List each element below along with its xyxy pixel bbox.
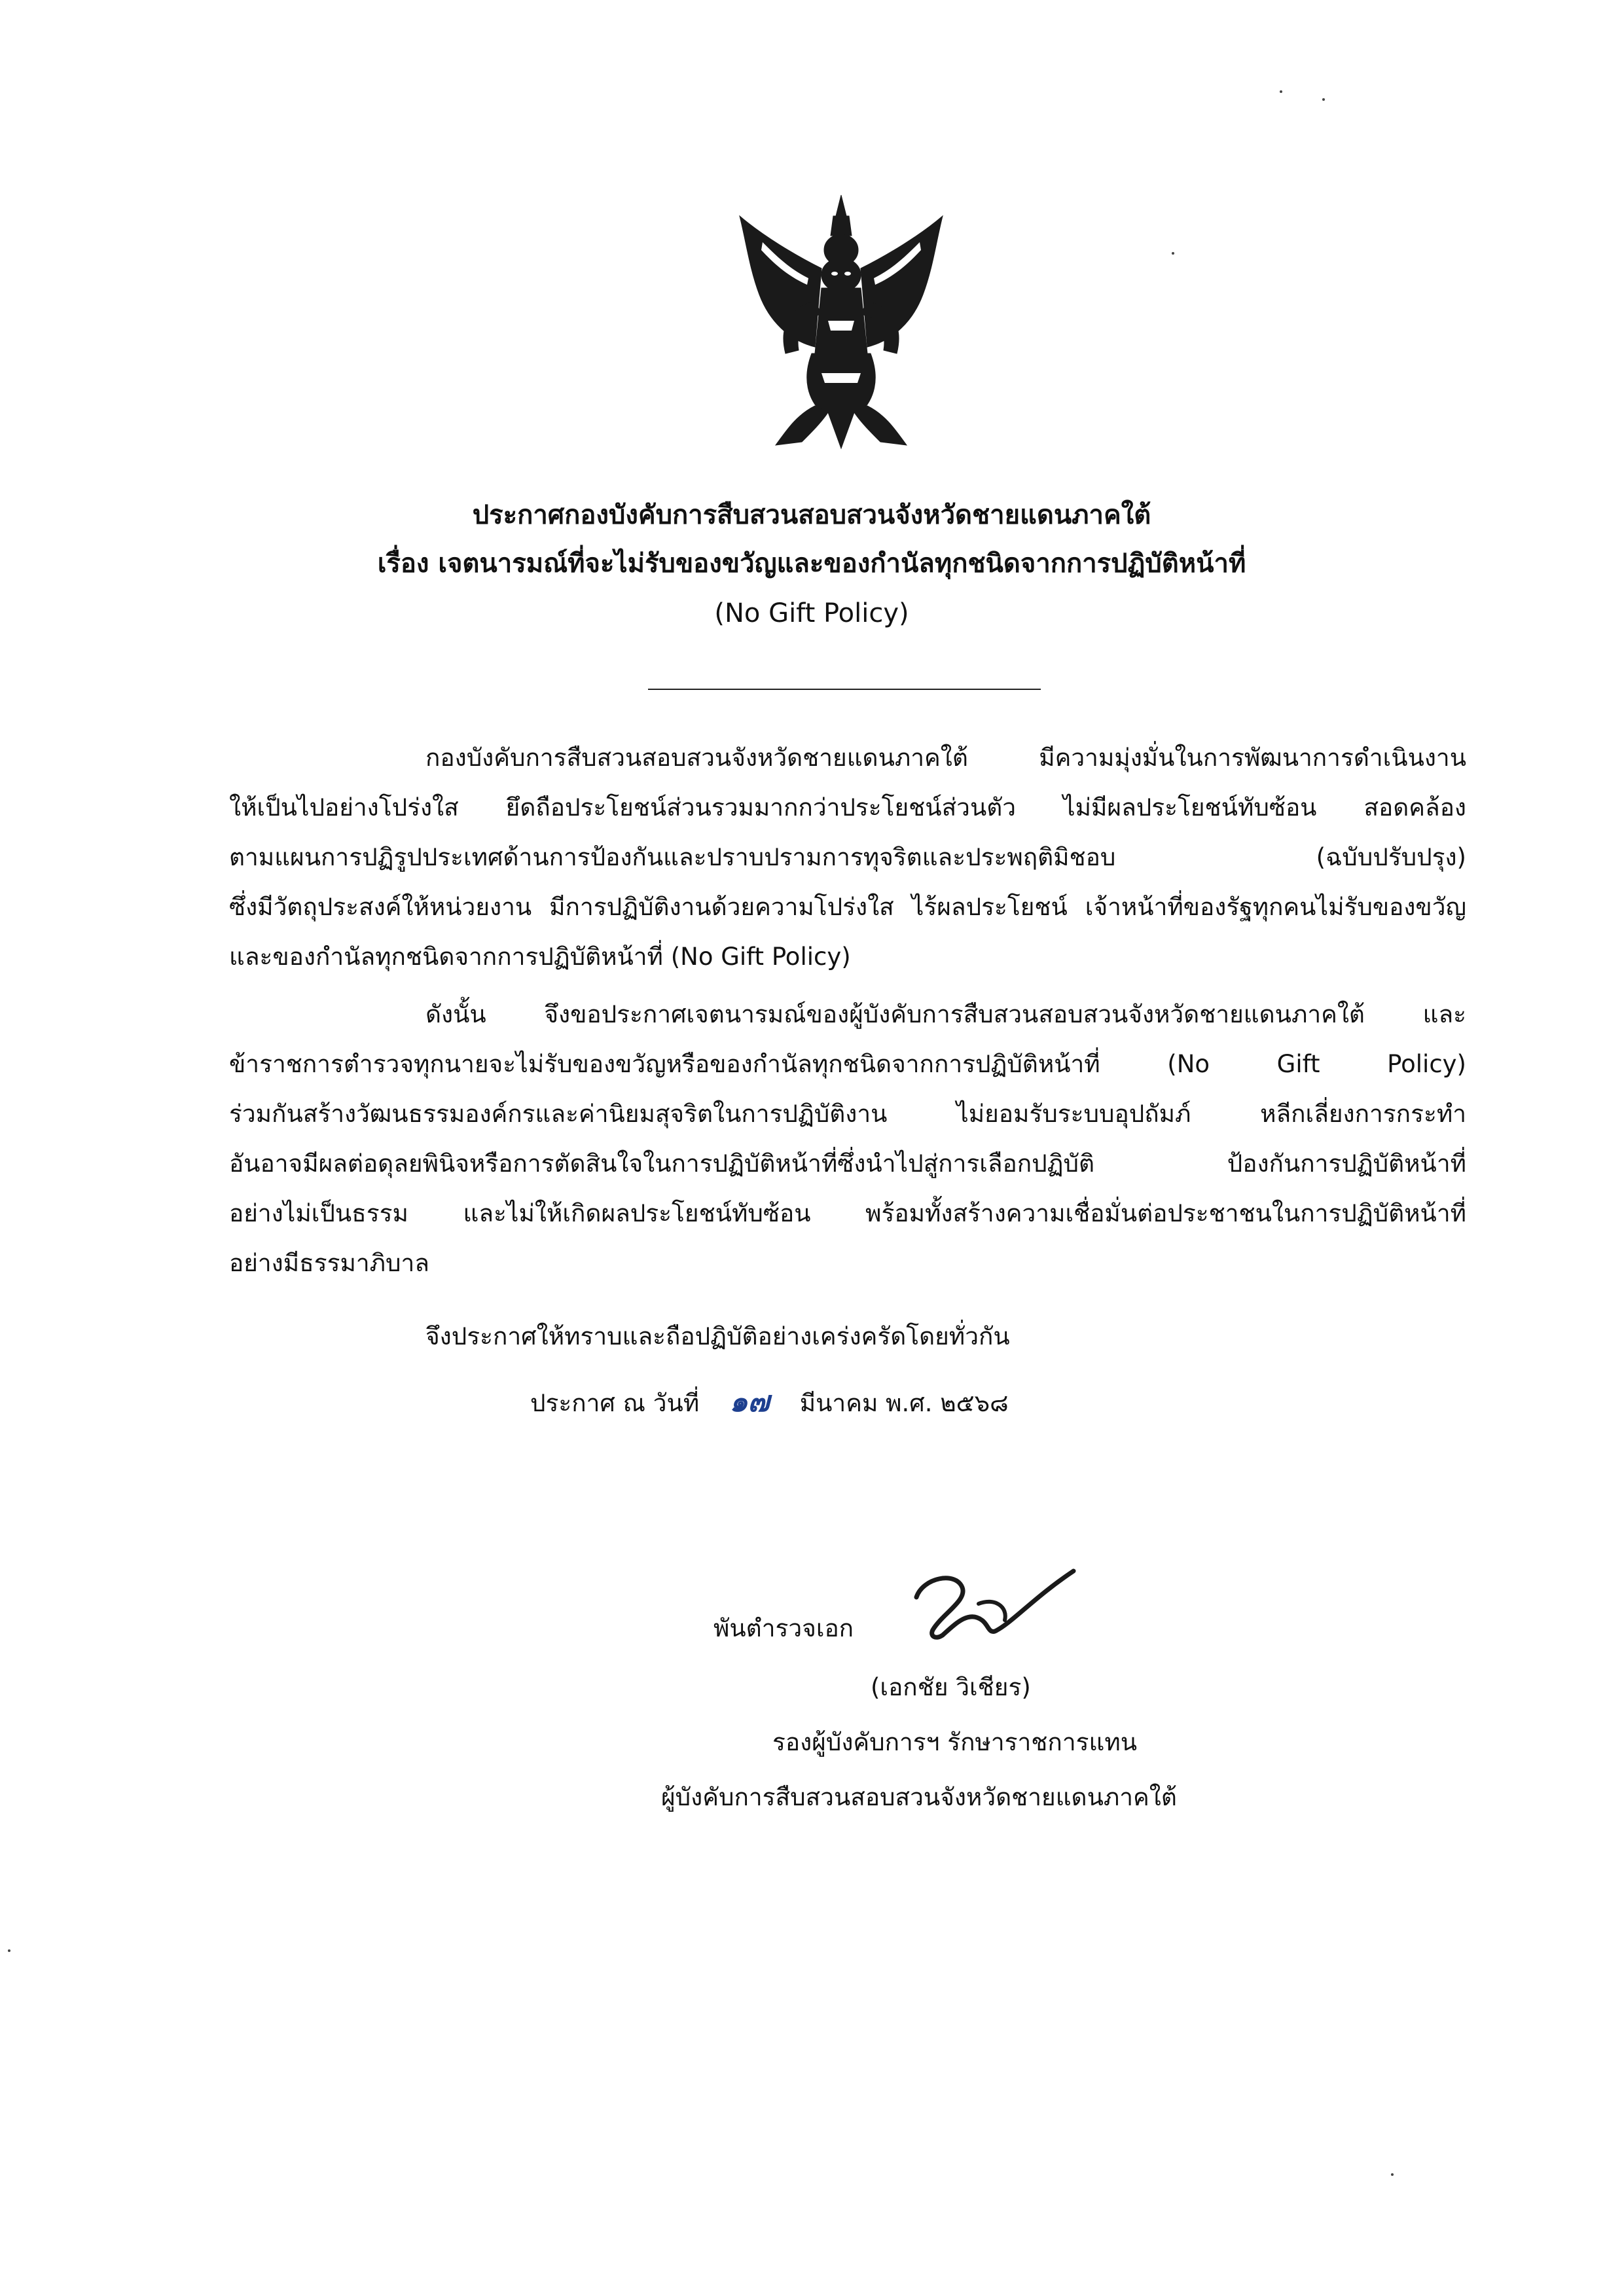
policy-name: (No Gift Policy) — [714, 598, 909, 628]
announcement-date — [530, 1377, 1009, 1428]
garuda-emblem-icon — [723, 190, 959, 452]
scan-speck — [1322, 98, 1325, 101]
paragraph-2 — [229, 990, 1466, 1288]
scan-speck — [1172, 252, 1174, 255]
paragraph-1-line: ตามแผนการปฏิรูปประเทศด้านการป้องกันและปราบปรามการทุจริตและประพฤติมิชอบ (ฉบับปรับปรุง) — [229, 843, 1466, 871]
handwritten-signature-icon — [897, 1558, 1093, 1656]
paragraph-1-line: ให้เป็นไปอย่างโปร่งใส ยึดถือประโยชน์ส่วนรวมมากกว่าประโยชน์ส่วนตัว ไม่มีผลประโยชน์ทับซ้อน สอดคล้อง — [229, 793, 1466, 822]
scan-speck — [1280, 90, 1282, 93]
paragraph-2-line: อย่างมีธรรมาภิบาล — [229, 1249, 429, 1277]
date-prefix: ประกาศ ณ วันที่ — [530, 1389, 700, 1417]
signatory-organization: ผู้บังคับการสืบสวนสอบสวนจังหวัดชายแดนภาคใต้ — [661, 1783, 1177, 1811]
paragraph-2-line: อย่างไม่เป็นธรรม และไม่ให้เกิดผลประโยชน์ทับซ้อน พร้อมทั้งสร้างความเชื่อมั่นต่อประชาชนในการปฏิบัติหน้าที่ — [229, 1199, 1466, 1227]
date-day-handwritten: ๑๗ — [729, 1385, 770, 1419]
paragraph-1 — [229, 733, 1466, 982]
announcement-subject: เรื่อง เจตนารมณ์ที่จะไม่รับของขวัญและของกำนัลทุกชนิดจากการปฏิบัติหน้าที่ — [377, 549, 1246, 579]
paragraph-2-line: ดังนั้น จึงขอประกาศเจตนารมณ์ของผู้บังคับการสืบสวนสอบสวนจังหวัดชายแดนภาคใต้ และ — [425, 1000, 1466, 1028]
title-divider — [648, 689, 1041, 690]
paragraph-2-line: ร่วมกันสร้างวัฒนธรรมองค์กรและค่านิยมสุจริตในการปฏิบัติงาน ไม่ยอมรับระบบอุปถัมภ์ หลีกเลี่ยงการกระทำ — [229, 1100, 1466, 1128]
signatory-rank: พันตำรวจเอก — [713, 1614, 854, 1642]
date-month-year: มีนาคม พ.ศ. ๒๕๖๘ — [799, 1389, 1009, 1417]
signatory-name: (เอกชัย วิเชียร) — [871, 1673, 1031, 1701]
scan-speck — [1391, 2173, 1394, 2176]
paragraph-2-line: ข้าราชการตำรวจทุกนายจะไม่รับของขวัญหรือของกำนัลทุกชนิดจากการปฏิบัติหน้าที่ (No Gift Policy) — [229, 1050, 1466, 1078]
signatory-position: รองผู้บังคับการฯ รักษาราชการแทน — [772, 1728, 1138, 1756]
paragraph-2-line: อันอาจมีผลต่อดุลยพินิจหรือการตัดสินใจในการปฏิบัติหน้าที่ซึ่งนำไปสู่การเลือกปฏิบัติ ป้องกันการปฏิบัติหน้าที่ — [229, 1149, 1466, 1178]
paragraph-1-line: ซึ่งมีวัตถุประสงค์ให้หน่วยงาน มีการปฏิบัติงานด้วยความโปร่งใส ไร้ผลประโยชน์ เจ้าหน้าที่ของรัฐทุกคนไม่รับของขวัญ — [229, 893, 1466, 921]
scan-speck — [8, 1949, 10, 1952]
announcement-title: ประกาศกองบังคับการสืบสวนสอบสวนจังหวัดชายแดนภาคใต้ — [472, 500, 1151, 530]
closing-statement: จึงประกาศให้ทราบและถือปฏิบัติอย่างเคร่งครัดโดยทั่วกัน — [425, 1322, 1010, 1350]
paragraph-1-line: และของกำนัลทุกชนิดจากการปฏิบัติหน้าที่ (No Gift Policy) — [229, 943, 851, 971]
paragraph-1-line: กองบังคับการสืบสวนสอบสวนจังหวัดชายแดนภาคใต้ มีความมุ่งมั่นในการพัฒนาการดำเนินงาน — [425, 744, 1466, 772]
